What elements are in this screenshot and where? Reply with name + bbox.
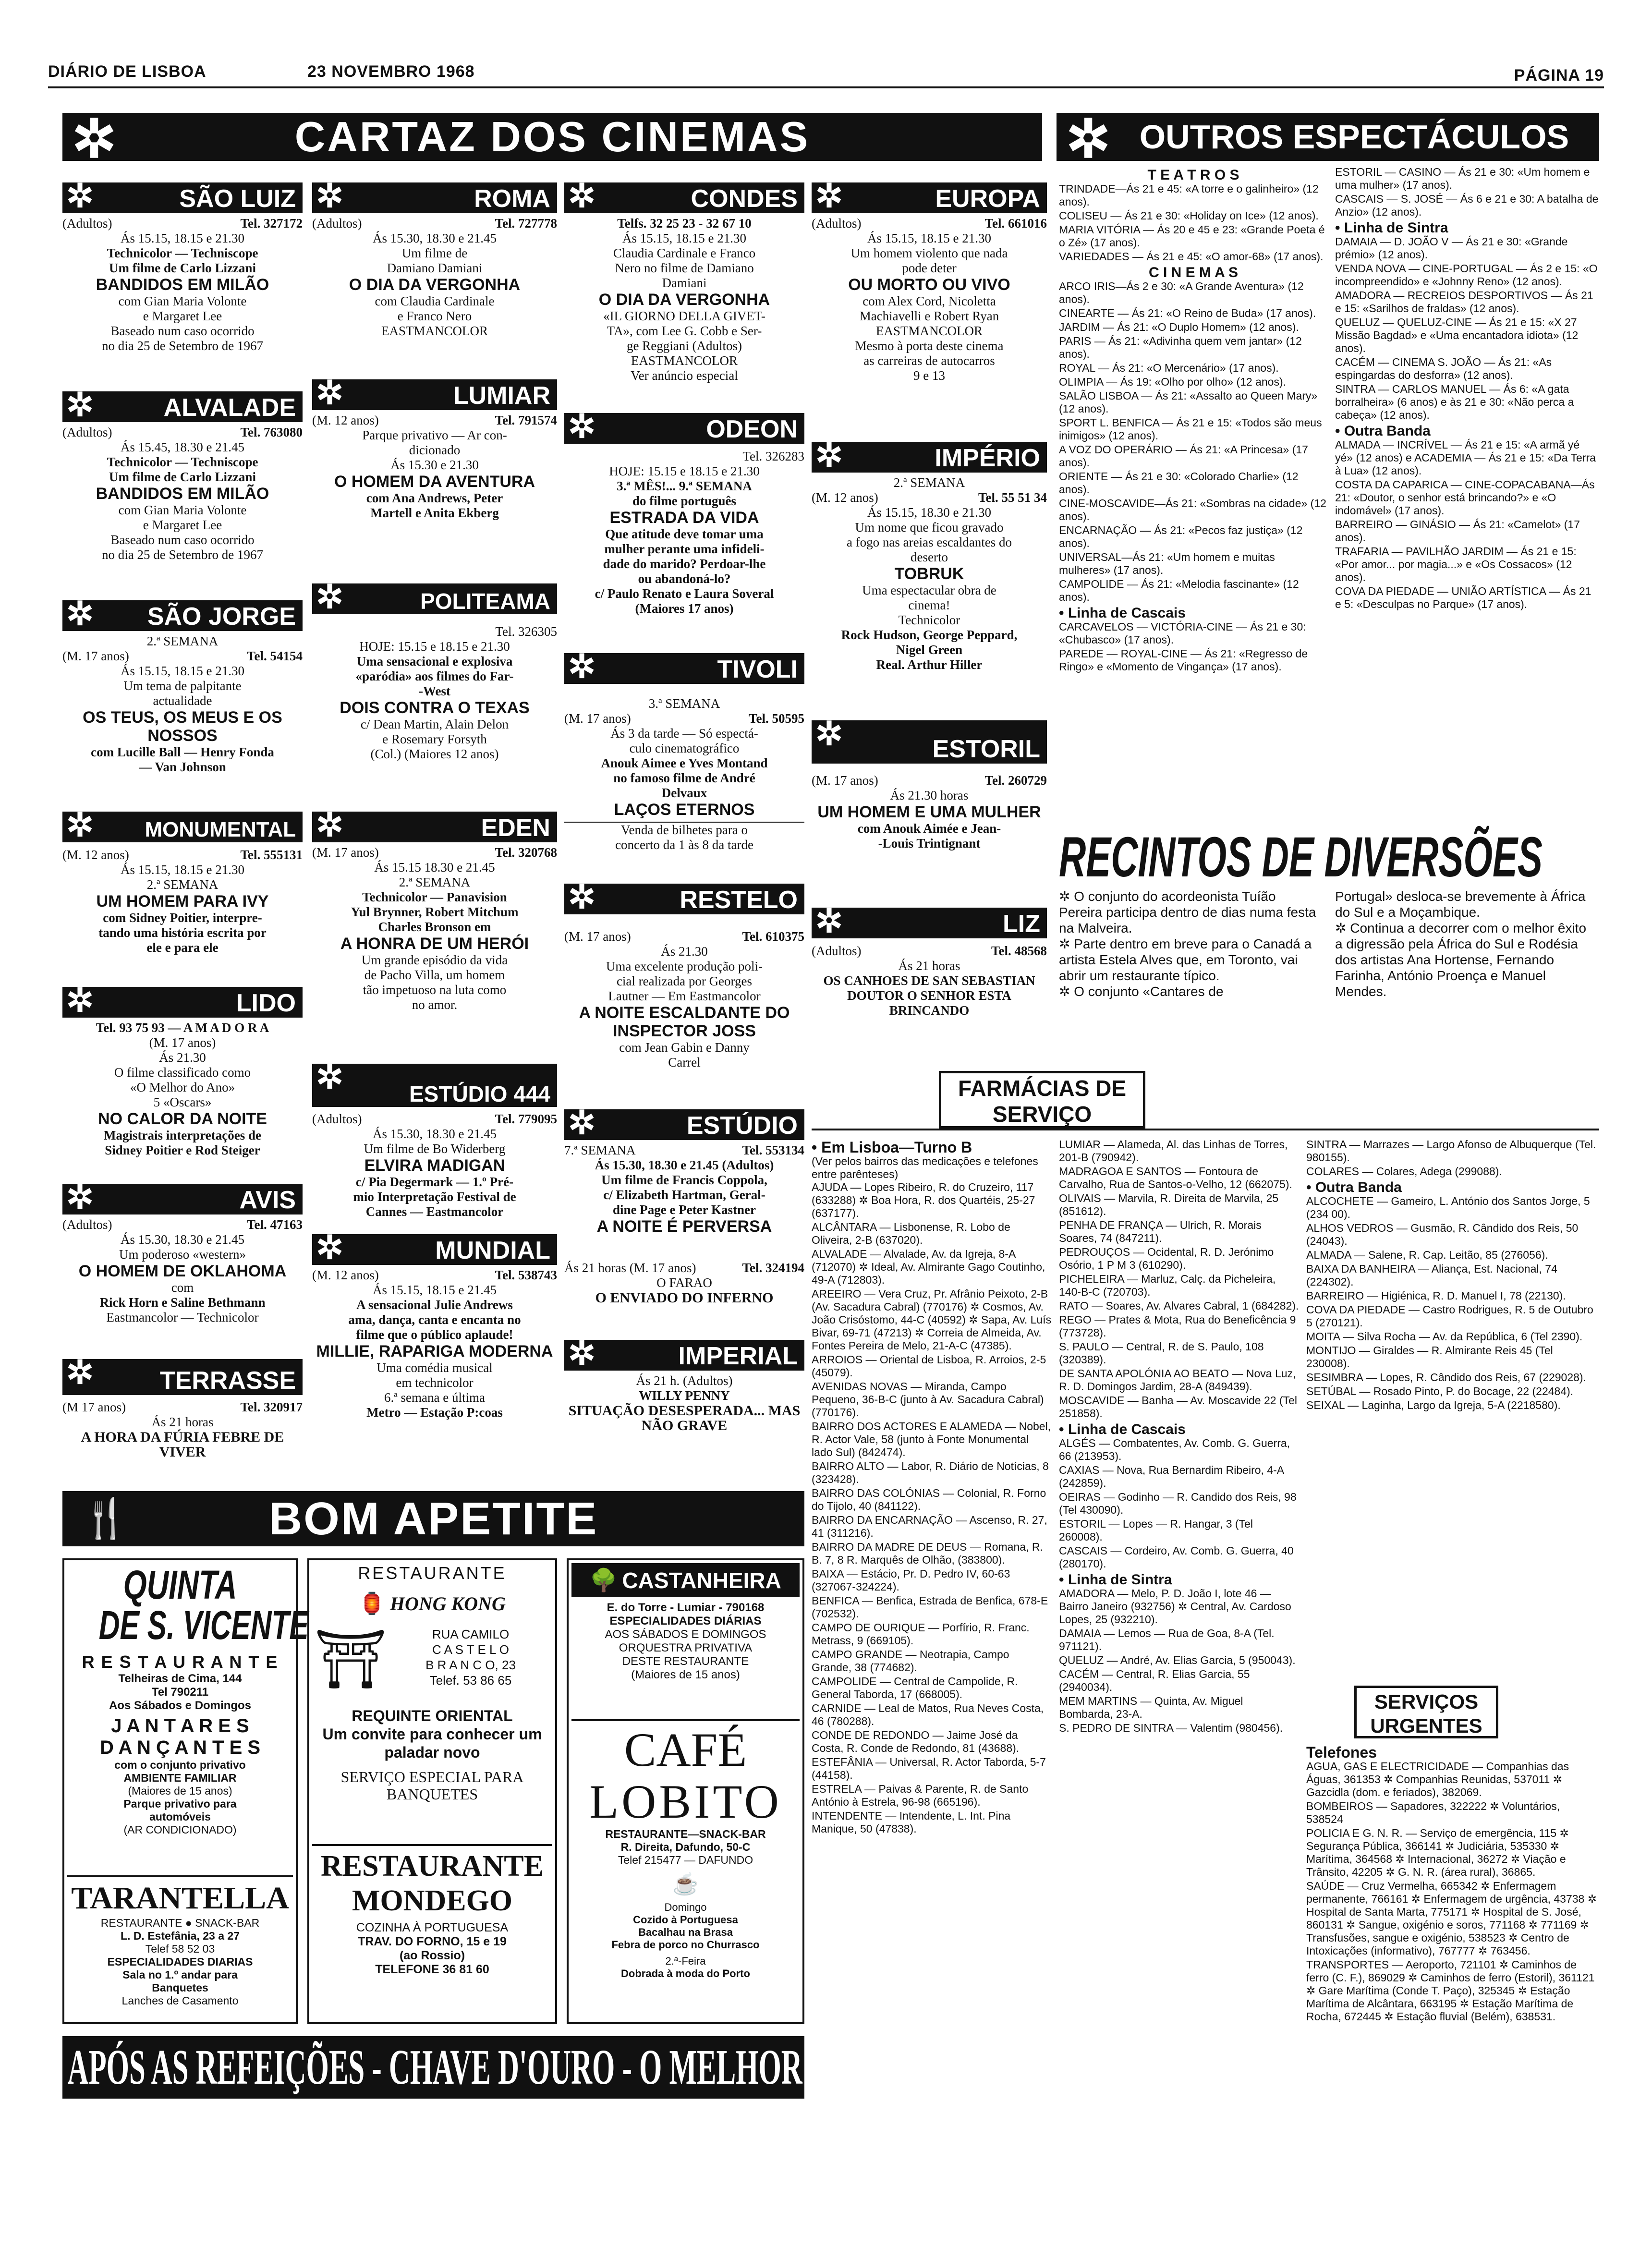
outros-entry: SINTRA — CARLOS MANUEL — Ás 6: «A gata borralheira» (6 anos) e às 21 e 30: «Não perca a cabeça» (12 anos). — [1335, 383, 1574, 421]
cinema-listing-europa: (Adultos) Tel. 661016 Ás 15.15, 18.15 e 21.30 Um homem violento que nada pode deter OU MORTO OU VIVO com Alex Cord, Nicoletta Machiavelli e Robert Ryan EASTMANCOLOR Mesmo à porta deste cinema as carreiras de autocarros 9 e 13 — [812, 216, 1047, 383]
recintos-column-1: ✲ O conjunto do acordeonista Tuíão Pereira participa dentro de dias numa festa na Malveira. ✲ Parte dentro em breve para o Canadá a artista Estela Alves que, em Toronto, vai abrir um restaurante típico. ✲ O conjunto «Cantares de — [1059, 889, 1316, 999]
cinema-header-estudio: ✲ ESTÚDIO — [564, 1109, 804, 1140]
film-title: DOIS CONTRA O TEXAS — [340, 699, 530, 717]
pharmacy-entry: LUMIAR — Alameda, Al. das Linhas de Torres, 201-B (790942). — [1059, 1138, 1288, 1164]
cinema-listing-sao-jorge: 2.ª SEMANA (M. 17 anos) Tel. 54154 Ás 15.15, 18.15 e 21.30 Um tema de palpitante actualidade OS TEUS, OS MEUS E OS NOSSOS com Lucille Ball — Henry Fonda — Van Johnson — [62, 634, 303, 774]
pharmacy-entry: AREEIRO — Vera Cruz, Pr. Afrânio Peixoto, 2-B (Av. Sacadura Cabral) (770176) ✲ Cosmos, Av. João Crisóstomo, 44-C (40592) ✲ Sapa, Av. Luís Bivar, 69-71 (47213) ✲ Correia de Almeida, Av. Fontes Pereira de Melo, 21-A-C (47385). — [812, 1287, 1052, 1352]
service-entry: SAÚDE — Cruz Vermelha, 665342 ✲ Enfermagem permanente, 766161 ✲ Enfermagem de urgência, 43738 ✲ Hospital de Santa Marta, 775171 ✲ Hospital de S. José, 860131 ✲ Sangue, oxigénio e soros, 771168 ✲ 771169 ✲ Transfusões, sangue e oxigénio, 538523 ✲ Centro de Intoxicações (informativo), 767777 ✲ 763456. — [1306, 1880, 1597, 1957]
outros-entry: COVA DA PIEDADE — UNIÃO ARTÍSTICA — Ás 21 e 5: «Desculpas no Parque» (17 anos). — [1335, 585, 1591, 610]
ad-divider — [571, 1719, 800, 1721]
cinema-header-lido: ✲ LIDO — [62, 987, 303, 1018]
pharmacy-entry: S. PEDRO DE SINTRA — Valentim (980456). — [1059, 1722, 1283, 1734]
cafe-illustration: ☕ — [672, 1872, 699, 1896]
outros-entry: C I N E M A S — [1148, 265, 1239, 280]
cinema-header-restelo: ✲ RESTELO — [564, 884, 804, 914]
servicos-text: Telefones AGUA, GAS E ELECTRICIDADE — Companhias das Águas, 361353 ✲ Companhias Reunidas, 537011 ✲ Gazcidla (dom. e feriados), 382069. BOMBEIROS — Sapadores, 322222 ✲ Voluntários, 538524 POLICIA E G. N. R. — Serviço de emergência, 115 ✲ Segurança Pública, 366141 ✲ Judiciária, 535330 ✲ Marítima, 364568 ✲ Internacional, 36272 ✲ Viação e Trânsito, 42205 ✲ G. N. R. (área rural), 36865. SAÚDE — Cruz Vermelha, 665342 ✲ Enfermagem permanente, 766161 ✲ Enfermagem de urgência, 43738 ✲ Hospital de Santa Marta, 775171 ✲ Hospital de S. José, 860131 ✲ Sangue, oxigénio e soros, 771168 ✲ 771169 ✲ Transfusões, sangue e oxigénio, 538523 ✲ Centro de Intoxicações (informativo), 767777 ✲ 763456. TRANSPORTES — Aeroporto, 721101 ✲ Caminhos de ferro (C. F.), 869029 ✲ Caminhos de ferro (Estoril), 361121 ✲ Gare Marítima (Conde T. Paço), 325345 ✲ Estação Marítima de Alcântara, 663195 ✲ Estação Marítima de Rocha, 672445 ✲ Estação fluvial (Belém), 638531. — [1306, 1743, 1599, 2247]
outros-column-1 — [1059, 166, 1328, 833]
outros-column-2 — [1335, 166, 1599, 833]
pharmacy-entry: SETÚBAL — Rosado Pinto, P. do Bocage, 22 (22484). — [1306, 1385, 1574, 1397]
film-title: A HORA DA FÚRIA FEBRE DE VIVER — [81, 1429, 284, 1460]
asterisk-icon: ✲ — [72, 109, 119, 169]
cinema-listing-monumental: (M. 12 anos) Tel. 555131 Ás 15.15, 18.15 e 21.30 2.ª SEMANA UM HOMEM PARA IVY com Sidney Poitier, interpre- tando uma história escrita por ele e para ele — [62, 848, 303, 955]
cinema-listing-alvalade: (Adultos) Tel. 763080 Ás 15.45, 18.30 e 21.45 Technicolor — Techniscope Um filme de Carlo Lizzani BANDIDOS EM MILÃO com Gian Maria Volonte e Margaret Lee Baseado num caso ocorrido no dia 25 de Setembro de 1967 — [62, 425, 303, 562]
cinema-listing-politeama: Tel. 326305 HOJE: 15.15 e 18.15 e 21.30 Uma sensacional e explosiva «paródia» aos filmes do Far- -West DOIS CONTRA O TEXAS c/ Dean Martin, Alain Delon e Rosemary Forsyth (Col.) (Maiores 12 anos) — [312, 624, 557, 788]
film-title: A NOITE É PERVERSA — [596, 1217, 772, 1236]
pharmacy-entry: MEM MARTINS — Quinta, Av. Miguel Bombarda, 23-A. — [1059, 1695, 1243, 1720]
film-title: A HONRA DE UM HERÓI — [340, 935, 529, 953]
farmacias-column-3 — [1306, 1138, 1599, 1681]
recintos-column-2: Portugal» desloca-se brevemente à África do Sul e a Moçambique. ✲ Continua a decorrer com o melhor êxito a digressão pela África do Sul e Rodésia dos artistas Ana Hortense, Fernando Farinha, António Proença e Manuel Mendes. — [1335, 889, 1587, 999]
pharmacy-entry: ESTRELA — Paivas & Parente, R. de Santo António à Estrela, 96-98 (665196). — [812, 1783, 1029, 1808]
pharmacy-entry: ALCÂNTARA — Lisbonense, R. Lobo de Oliveira, 2-B (637020). — [812, 1221, 1010, 1246]
pharmacy-entry: ALVALADE — Alvalade, Av. da Igreja, 8-A (712070) ✲ Ideal, Av. Almirante Gago Coutinho, 49-A (712803). — [812, 1248, 1045, 1286]
cinema-header-monumental: ✲ MONUMENTAL — [62, 812, 303, 842]
pharmacy-entry: ESTEFÂNIA — Universal, R. Actor Taborda, 5-7 (44158). — [812, 1756, 1046, 1781]
film-title: BANDIDOS EM MILÃO — [96, 485, 269, 503]
cinema-header-tivoli: ✲ TIVOLI — [564, 653, 804, 684]
outros-entry: ESTORIL — CASINO — Ás 21 e 30: «Um homem e uma mulher» (17 anos). — [1335, 166, 1590, 191]
service-entry: POLICIA E G. N. R. — Serviço de emergência, 115 ✲ Segurança Pública, 366141 ✲ Judiciária, 535330 ✲ Marítima, 364568 ✲ Internacional, 36272 ✲ Viação e Trânsito, 42205 ✲ G. N. R. (área rural), 36865. — [1306, 1827, 1569, 1878]
outros-entry: COLISEU — Ás 21 e 30: «Holiday on Ice» (12 anos). — [1059, 209, 1319, 222]
outros-entry: PAREDE — ROYAL-CINE — Ás 21: «Regresso de Ringo» e «Momento de Vingança» (17 anos). — [1059, 647, 1308, 673]
cinema-header-terrasse: ✲ TERRASSE — [62, 1359, 303, 1395]
pharmacy-entry: • Outra Banda — [1306, 1179, 1402, 1195]
cinema-listing-terrasse: (M 17 anos) Tel. 320917 Ás 21 horas A HORA DA FÚRIA FEBRE DE VIVER — [62, 1400, 303, 1460]
bom-apetite-title: BOM APETITE — [268, 1493, 598, 1544]
cinema-header-lumiar: ✲ LUMIAR — [312, 379, 557, 410]
outros-entry: CINEARTE — Ás 21: «O Reino de Buda» (17 anos). — [1059, 307, 1316, 319]
farmacias-heading: FARMÁCIAS DE SERVIÇO — [939, 1071, 1145, 1129]
outros-entry: AMADORA — RECREIOS DESPORTIVOS — Ás 21 e 15: «Sarilhos de fraldas» (12 anos). — [1335, 289, 1593, 315]
outros-entry: VENDA NOVA — CINE-PORTUGAL — Ás 2 e 15: «O incompreendido» e «Johnny Reno» (12 anos). — [1335, 262, 1598, 288]
pharmacy-entry: AMADORA — Melo, P. D. João I, lote 46 — Bairro Janeiro (932756) ✲ Central, Av. Cardoso Lopes, 25 (932210). — [1059, 1587, 1291, 1626]
pharmacy-entry: OLIVAIS — Marvila, R. Direita de Marvila, 25 (851612). — [1059, 1192, 1279, 1217]
pharmacy-entry: QUELUZ — André, Av. Elias Garcia, 5 (950043). — [1059, 1654, 1296, 1666]
film-title: O ENVIADO DO INFERNO — [595, 1290, 774, 1306]
bom-apetite-banner — [62, 1491, 804, 1546]
outros-entry: CAMPOLIDE — Ás 21: «Melodia fascinante» (12 anos). — [1059, 578, 1299, 603]
outros-entry: DAMAIA — D. JOÃO V — Ás 21 e 30: «Grande prémio» (12 anos). — [1335, 235, 1568, 261]
pharmacy-entry: BENFICA — Benfica, Estrada de Benfica, 678-E (702532). — [812, 1594, 1048, 1620]
cinema-header-liz: ✲ LIZ — [812, 908, 1047, 938]
film-title: OS CANHOES DE SAN SEBASTIAN — [823, 973, 1035, 988]
outros-entry: CASCAIS — S. JOSÉ — Ás 6 e 21 e 30: A batalha de Anzio» (12 anos). — [1335, 193, 1599, 218]
pharmacy-entry: CARNIDE — Leal de Matos, Rua Neves Costa, 46 (780288). — [812, 1702, 1044, 1727]
pharmacy-entry: PICHELEIRA — Marluz, Calç. da Picheleira, 140-B-C (720703). — [1059, 1273, 1276, 1298]
cinema-header-alvalade: ✲ ALVALADE — [62, 391, 303, 422]
cinema-header-avis: ✲ AVIS — [62, 1184, 303, 1215]
pharmacy-entry: CAMPO GRANDE — Neotrapia, Campo Grande, 38 (774682). — [812, 1648, 1009, 1674]
pharmacy-entry: PENHA DE FRANÇA — Ulrich, R. Morais Soares, 74 (847211). — [1059, 1219, 1262, 1244]
cinema-listing-sao-luiz: (Adultos) Tel. 327172 Ás 15.15, 18.15 e 21.30 Technicolor — Techniscope Um filme de Carlo Lizzani BANDIDOS EM MILÃO com Gian Maria Volonte e Margaret Lee Baseado num caso ocorrido no dia 25 de Setembro de 1967 — [62, 216, 303, 353]
cinema-listing-restelo: (M. 17 anos) Tel. 610375 Ás 21.30 Uma excelente produção poli- cial realizada por Georges Lautner — Em Eastmancolor A NOITE ESCALDANTE DO INSPECTOR JOSS com Jean Gabin e Danny Carrel — [564, 929, 804, 1069]
pharmacy-entry: BAIRRO DA ENCARNAÇÃO — Ascenso, R. 27, 41 (311216). — [812, 1514, 1047, 1539]
film-title: UM HOMEM PARA IVY — [96, 892, 269, 911]
outros-entry: SPORT L. BENFICA — Ás 21 e 15: «Todos são meus inimigos» (12 anos). — [1059, 416, 1322, 442]
pharmacy-entry: ALHOS VEDROS — Gusmão, R. Cândido dos Reis, 50 (24043). — [1306, 1222, 1579, 1247]
ad-castanheira-text: 🌳 CASTANHEIRA E. do Torre - Lumiar - 790168 ESPECIALIDADES DIÁRIAS AOS SÁBADOS E DOMINGOS ORQUESTRA PRIVATIVA DESTE RESTAURANTE (Maiores de 15 anos) — [571, 1563, 800, 1717]
cinema-listing-condes: Telfs. 32 25 23 - 32 67 10 Ás 15.15, 18.15 e 21.30 Claudia Cardinale e Franco Nero no filme de Damiano Damiani O DIA DA VERGONHA «IL GIORNO DELLA GIVET- TA», com Lee G. Cobb e Ser- ge Reggiani (Adultos) EASTMANCOLOR Ver anúncio especial — [564, 216, 804, 399]
cinema-listing-mundial: (M. 12 anos) Tel. 538743 Ás 15.15, 18.15 e 21.45 A sensacional Julie Andrews ama, dança, canta e encanta no filme que o público aplaude! MILLIE, RAPARIGA MODERNA Uma comédia musical em technicolor 6.ª semana e última Metro — Estação P:coas — [312, 1268, 557, 1420]
ad-quinta-text: QUINTA DE S. VICENTE R E S T A U R A N T E Telheiras de Cima, 144 Tel 790211 Aos Sábados e Domingos J A N T A R E S D A N Ç A N T E S com o conjunto privativo AMBIENTE FAMILIAR (Maiores de 15 anos) Parque privativo para automóveis (AR CONDICIONADO) — [82, 1562, 309, 1836]
outros-entry: OLIMPIA — Ás 19: «Olho por olho» (12 anos). — [1059, 376, 1287, 388]
cinema-listing-roma: (Adultos) Tel. 727778 Ás 15.30, 18.30 e 21.45 Um filme de Damiano Damiani O DIA DA VERGONHA com Claudia Cardinale e Franco Nero EASTMANCOLOR — [312, 216, 557, 338]
ad-divider — [312, 1844, 552, 1846]
pharmacy-entry: OEIRAS — Godinho — R. Candido dos Reis, 98 (Tel 430090). — [1059, 1491, 1297, 1516]
film-title: OU MORTO OU VIVO — [848, 276, 1010, 294]
fork-knife-icon: 🍴 — [82, 1497, 131, 1540]
cinema-header-estudio-444: ✲ ESTÚDIO 444 — [312, 1064, 557, 1107]
ad-cafe-lobito: CAFÉ LOBITO RESTAURANTE—SNACK-BAR R. Direita, Dafundo, 50-C Telef 215477 — DAFUNDO ☕ Domingo Cozido à Portuguesa Bacalhau na Brasa Febra de porco no Churrasco 2.ª-Feira Dobrada à moda do Porto — [571, 1724, 800, 2019]
film-title: BANDIDOS EM MILÃO — [96, 276, 269, 294]
outros-entry: JARDIM — Ás 21: «O Duplo Homem» (12 anos). — [1059, 321, 1299, 333]
cinema-header-sao-luiz: ✲ SÃO LUIZ — [62, 182, 303, 213]
pharmacy-entry: MOSCAVIDE — Banha — Av. Moscavide 22 (Tel 251858). — [1059, 1394, 1297, 1420]
outros-entry: • Linha de Sintra — [1335, 220, 1448, 236]
ad-tarantella: TARANTELLA RESTAURANTE ● SNACK-BAR L. D. Estefânia, 23 a 27 Telef 58 52 03 ESPECIALIDADES DIARIAS Sala no 1.º andar para Banquetes Lanches de Casamento — [71, 1881, 289, 2007]
cinema-listing-imperial: Ás 21 h. (Adultos) WILLY PENNY SITUAÇÃO DESESPERADA... MAS NÃO GRAVE — [564, 1373, 804, 1460]
pharmacy-entry: ESTORIL — Lopes — R. Hangar, 3 (Tel 260008). — [1059, 1518, 1253, 1543]
outros-entry: COSTA DA CAPARICA — CINE-COPACABANA—Ás 21: «Doutor, o senhor está brincando?» e «O indomável» (17 anos). — [1335, 478, 1595, 517]
issue-date: 23 NOVEMBRO 1968 — [307, 62, 475, 81]
pharmacy-entry: SINTRA — Marrazes — Largo Afonso de Albuquerque (Tel. 980155). — [1306, 1138, 1596, 1164]
page-number: PÁGINA 19 — [1514, 66, 1604, 85]
chestnut-tree-icon: 🌳 — [590, 1567, 618, 1592]
pharmacy-entry: ALCOCHETE — Gameiro, L. António dos Santos Jorge, 5 (234 00). — [1306, 1195, 1590, 1220]
pharmacy-entry: BAIRRO DA MADRE DE DEUS — Romana, R. B. 7, 8 R. Marquês de Olhão, (383800). — [812, 1541, 1043, 1566]
film-title: LAÇOS ETERNOS — [614, 801, 755, 819]
cartaz-title: CARTAZ DOS CINEMAS — [294, 113, 810, 160]
outros-entry: BARREIRO — GINÁSIO — Ás 21: «Camelot» (17 anos). — [1335, 518, 1580, 544]
outros-entry: TRINDADE—Ás 21 e 45: «A torre e o galinheiro» (12 anos). — [1059, 182, 1319, 208]
cinema-listing-imperio: 2.ª SEMANA (M. 12 anos) Tel. 55 51 34 Ás 15.15, 18.30 e 21.30 Um nome que ficou gravado a fogo nas areias escaldantes do deserto TOBRUK Uma espectacular obra de cinema! Technicolor Rock Hudson, George Peppard, Nigel Green Real. Arthur Hiller — [812, 475, 1047, 672]
film-title: O HOMEM DA AVENTURA — [334, 473, 535, 491]
pharmacy-entry: CASCAIS — Cordeiro, Av. Comb. G. Guerra, 40 (280170). — [1059, 1544, 1294, 1570]
cinema-listing-eden: (M. 17 anos) Tel. 320768 Ás 15.15 18.30 e 21.45 2.ª SEMANA Technicolor — Panavision Yul Brynner, Robert Mitchum Charles Bronson em A HONRA DE UM HERÓI Um grande episódio da vida de Pacho Villa, um homem tão impetuoso na luta como no amor. — [312, 845, 557, 1012]
pharmacy-entry: SEIXAL — Laginha, Largo da Igreja, 5-A (2218580). — [1306, 1399, 1561, 1411]
outros-entry: CINE-MOSCAVIDE—Ás 21: «Sombras na cidade» (12 anos). — [1059, 497, 1326, 522]
film-title: O DIA DA VERGONHA — [349, 276, 521, 294]
pharmacy-entry: PEDROUÇOS — Ocidental, R. D. Jerónimo Osório, 1 P M 3 (610290). — [1059, 1246, 1274, 1271]
pharmacy-entry: MOITA — Silva Rocha — Av. da República, 6 (Tel 2390). — [1306, 1330, 1583, 1343]
film-title: NO CALOR DA NOITE — [98, 1110, 267, 1128]
cinema-listing-lido: Tel. 93 75 93 — A M A D O R A (M. 17 anos) Ás 21.30 O filme classificado como «O Melhor do Ano» 5 «Oscars» NO CALOR DA NOITE Magistrais interpretações de Sidney Poitier e Rod Steiger — [62, 1020, 303, 1179]
pharmacy-entry: BAIRRO DAS COLÓNIAS — Colonial, R. Forno do Tijolo, 40 (841122). — [812, 1487, 1046, 1512]
pharmacy-entry: REGO — Prates & Mota, Rua do Beneficência 9 (773728). — [1059, 1313, 1296, 1339]
pharmacy-entry: AVENIDAS NOVAS — Miranda, Campo Pequeno, 36-B-C (junto à Av. Sacadura Cabral) (770176). — [812, 1380, 1044, 1419]
cinema-listing-avis: (Adultos) Tel. 47163 Ás 15.30, 18.30 e 21.45 Um poderoso «western» O HOMEM DE OKLAHOMA com Rick Horn e Saline Bethmann Eastmancolor — Technicolor — [62, 1217, 303, 1324]
pharmacy-entry: CACÉM — Central, R. Elias Garcia, 55 (2940034). — [1059, 1668, 1250, 1693]
outros-title: OUTROS ESPECTÁCULOS — [1139, 118, 1569, 156]
cinema-header-imperial: ✲ IMPERIAL — [564, 1340, 804, 1371]
outros-entry: UNIVERSAL—Ás 21: «Um homem e muitas mulheres» (17 anos). — [1059, 551, 1275, 576]
pharmacy-entry: MADRAGOA E SANTOS — Fontoura de Carvalho, Rua de Santos-o-Velho, 12 (662075). — [1059, 1165, 1292, 1190]
cinema-listing-faro: Ás 21 horas (M. 17 anos) Tel. 324194 O FARAO O ENVIADO DO INFERNO — [564, 1261, 804, 1306]
film-title: O HOMEM DE OKLAHOMA — [78, 1262, 287, 1280]
film-title: SITUAÇÃO DESESPERADA... MAS NÃO GRAVE — [568, 1403, 801, 1433]
outros-entry: T E A T R O S — [1147, 167, 1239, 183]
outros-entry: • Outra Banda — [1335, 423, 1431, 439]
cinema-listing-tivoli: 3.ª SEMANA (M. 17 anos) Tel. 50595 Ás 3 da tarde — Só espectá- culo cinematográfico Anouk Aimee e Yves Montand no famoso filme de André Delvaux LAÇOS ETERNOS Venda de bilhetes para o concerto da 1 às 8 da tarde — [564, 696, 804, 852]
lantern-icon: 🏮 — [359, 1592, 385, 1615]
pharmacy-entry: MONTIJO — Giraldes — R. Almirante Reis 45 (Tel 230008). — [1306, 1344, 1553, 1370]
pharmacy-entry: BAIRRO ALTO — Labor, R. Diário de Notícias, 8 (323428). — [812, 1460, 1049, 1485]
pharmacy-entry: RATO — Soares, Av. Alvares Cabral, 1 (684282). — [1059, 1300, 1299, 1312]
cartaz-banner — [62, 109, 1042, 169]
outros-entry: ARCO IRIS—Ás 2 e 30: «A Grande Aventura» (12 anos). — [1059, 280, 1304, 305]
cinema-header-casino-estoril: ✲ ESTORIL — [812, 720, 1047, 764]
cinema-listing-odeon: Tel. 326283 HOJE: 15.15 e 18.15 e 21.30 3.ª MÊS!... 9.ª SEMANA do filme português ESTRADA DA VIDA Que atitude deve tomar uma mulher perante uma infideli- dade do marido? Perdoar-lhe ou abandoná-lo? c/ Paulo Renato e Laura Soveral (Maiores 17 anos) — [564, 449, 804, 641]
pharmacy-entry: • Linha de Cascais — [1059, 1421, 1186, 1437]
cinema-header-politeama: ✲ POLITEAMA — [312, 583, 557, 614]
cinema-header-imperio: ✲ IMPÉRIO — [812, 442, 1047, 473]
cinema-header-europa: ✲ EUROPA — [812, 182, 1047, 213]
pagoda-icon: ⛩ — [314, 1627, 388, 1691]
outros-entry: ENCARNAÇÃO — Ás 21: «Pecos faz justiça» (12 anos). — [1059, 524, 1303, 549]
outros-entry: QUELUZ — QUELUZ-CINE — Ás 21 e 15: «X 27 Missão Bagdad» e «Uma encantadora idiota» (12 anos). — [1335, 316, 1579, 354]
outros-entry: ALMADA — INCRÍVEL — Ás 21 e 15: «A armã yé yé» (12 anos) e ACADEMIA — Ás 21 e 15: «Da Terra à Lua» (12 anos). — [1335, 438, 1596, 477]
outros-entry: A VOZ DO OPERÁRIO — Ás 21: «A Princesa» (17 anos). — [1059, 443, 1308, 469]
farmacias-rule — [812, 1129, 1599, 1130]
cinema-listing-estudio-444: (Adultos) Tel. 779095 Ás 15.30, 18.30 e 21.45 Um filme de Bo Widerberg ELVIRA MADIGAN c/ Pia Degermark — 1.º Pré- mio Interpretação Festival de Cannes — Eastmancolor — [312, 1112, 557, 1219]
cinema-listing-casino-estoril: (M. 17 anos) Tel. 260729 Ás 21.30 horas UM HOMEM E UMA MULHER com Anouk Aimée e Jean- -Louis Trintignant — [812, 773, 1047, 850]
cinema-listing-liz: (Adultos) Tel. 48568 Ás 21 horas OS CANHOES DE SAN SEBASTIAN DOUTOR O SENHOR ESTA BRINCANDO — [812, 944, 1047, 1018]
farmacias-column-2 — [1059, 1138, 1299, 2041]
pharmacy-entry: AJUDA — Lopes Ribeiro, R. do Cruzeiro, 117 (633288) ✲ Boa Hora, R. dos Quartéis, 25-27 (637177). — [812, 1181, 1035, 1219]
film-title: O DIA DA VERGONHA — [598, 291, 770, 309]
pharmacy-entry: DE SANTA APOLÓNIA AO BEATO — Nova Luz, R. D. Domingos Jardim, 28-A (849439). — [1059, 1367, 1296, 1393]
header-rule — [48, 86, 1604, 88]
outros-entry: MARIA VITÓRIA — Ás 20 e 45 e 23: «Grande Poeta é o Zé» (17 anos). — [1059, 223, 1325, 249]
pharmacy-entry: COVA DA PIEDADE — Castro Rodrigues, R. 5 de Outubro 5 (270121). — [1306, 1303, 1593, 1329]
asterisk-icon: ✲ — [1066, 109, 1111, 169]
pharmacy-entry: SESIMBRA — Lopes, R. Cândido dos Reis, 67 (229028). — [1306, 1371, 1586, 1384]
service-entry: TRANSPORTES — Aeroporto, 721101 ✲ Caminhos de ferro (C. F.), 869029 ✲ Caminhos de ferro (Estoril), 361121 ✲ Gare Marítima (Conde T. Paço), 325345 ✲ Estação Marítima de Alcântara, 663195 ✲ Estação Marítima de Rocha, 672445 ✲ Estação fluvial (Belém), 638531. — [1306, 1958, 1595, 2023]
recintos-title: RECINTOS DE DIVERSÕES — [1059, 826, 1543, 889]
film-title: ELVIRA MADIGAN — [364, 1156, 505, 1175]
pharmacy-entry: ALGÉS — Combatentes, Av. Comb. G. Guerra, 66 (213953). — [1059, 1437, 1290, 1462]
pharmacy-entry: ARROIOS — Oriental de Lisboa, R. Arroios, 2-5 (45079). — [812, 1353, 1046, 1379]
pharmacy-entry: CAMPO DE OURIQUE — Porfírio, R. Franc. Metrass, 9 (669105). — [812, 1621, 1030, 1647]
pharmacy-entry: INTENDENTE — Intendente, L. Int. Pina Manique, 50 (47838). — [812, 1810, 1011, 1835]
cinema-header-sao-jorge: ✲ SÃO JORGE — [62, 600, 303, 631]
cinema-header-odeon: ✲ ODEON — [564, 413, 804, 444]
film-title: ESTRADA DA VIDA — [609, 509, 759, 527]
cinema-header-eden: ✲ EDEN — [312, 812, 557, 842]
outros-entry: CACÉM — CINEMA S. JOÃO — Ás 21: «As espingardas do desforra» (12 anos). — [1335, 356, 1552, 381]
cinema-listing-lumiar: (M. 12 anos) Tel. 791574 Parque privativo — Ar con- dicionado Ás 15.30 e 21.30 O HOMEM DA AVENTURA com Ana Andrews, Peter Martell e Anita Ekberg — [312, 413, 557, 520]
film-title: UM HOMEM E UMA MULHER — [817, 803, 1041, 821]
film-title: A NOITE ESCALDANTE DO INSPECTOR JOSS — [579, 1004, 790, 1040]
farmacias-lisboa: • Em Lisboa—Turno B (Ver pelos bairros das medicações e telefones entre parênteses) AJUDA — Lopes Ribeiro, R. do Cruzeiro, 117 (633288) ✲ Boa Hora, R. dos Quartéis, 25-27 (637177). ALCÂNTARA — Lisbonense, R. Lobo de Oliveira, 2-B (637020). ALVALADE — Alvalade, Av. da Igreja, 8-A (712070) ✲ Ideal, Av. Almirante Gago Coutinho, 49-A (712803). AREEIRO — Vera Cruz, Pr. Afrânio Peixoto, 2-B (Av. Sacadura Cabral) (770176) ✲ Cosmos, Av. João Crisóstomo, 44-C (40592) ✲ Sapa, Av. Luís Bivar, 69-71 (47213) ✲ Correia de Almeida, Av. Fontes Pereira de Melo, 21-A-C (47385). ARROIOS — Oriental de Lisboa, R. Arroios, 2-5 (45079). AVENIDAS NOVAS — Miranda, Campo Pequeno, 36-B-C (junto à Av. Sacadura Cabral) (770176). BAIRRO DOS ACTORES E ALAMEDA — Nobel, R. Actor Vale, 58 (junto à Fonte Monumental lado Sul) (842474). BAIRRO ALTO — Labor, R. Diário de Notícias, 8 (323428). BAIRRO DAS COLÓNIAS — Colonial, R. Forno do Tijolo, 40 (841122). BAIRRO DA ENCARNAÇÃO — Ascenso, R. 27, 41 (311216). BAIRRO DA MADRE DE DEUS — Romana, R. B. 7, 8 R. Marquês de Olhão, (383800). BAIXA — Estácio, Pr. D. Pedro IV, 60-63 (327067-324224). BENFICA — Benfica, Estrada de Benfica, 678-E (702532). CAMPO DE OURIQUE — Porfírio, R. Franc. Metrass, 9 (669105). CAMPO GRANDE — Neotrapia, Campo Grande, 38 (774682). CAMPOLIDE — Central de Campolide, R. General Taborda, 17 (668005). CARNIDE — Leal de Matos, Rua Neves Costa, 46 (780288). CONDE DE REDONDO — Jaime José da Costa, R. Conde de Redondo, 81 (43688). ESTEFÂNIA — Universal, R. Actor Taborda, 5-7 (44158). ESTRELA — Paivas & Parente, R. de Santo António à Estrela, 96-98 (665196). INTENDENTE — Intendente, L. Int. Pina Manique, 50 (47838). — [812, 1139, 1052, 1835]
pharmacy-entry: BAIRRO DOS ACTORES E ALAMEDA — Nobel, R. Actor Vale, 58 (junto à Fonte Monumental lado Sul) (842474). — [812, 1420, 1051, 1458]
pharmacy-entry: CONDE DE REDONDO — Jaime José da Costa, R. Conde de Redondo, 81 (43688). — [812, 1729, 1020, 1754]
outros-entry: • Linha de Cascais — [1059, 605, 1186, 621]
ad-chave-douro: APÓS AS REFEIÇÕES - CHAVE D'OURO - O MELHOR CAFÉ — [62, 2036, 804, 2099]
newspaper-name: DIÁRIO DE LISBOA — [48, 62, 206, 81]
outros-banner — [1057, 109, 1599, 169]
outros-entry: PARIS — Ás 21: «Adivinha quem vem jantar» (12 anos). — [1059, 335, 1302, 360]
film-title: OS TEUS, OS MEUS E OS NOSSOS — [83, 708, 282, 745]
pharmacy-entry: BARREIRO — Higiénica, R. D. Manuel I, 78 (22130). — [1306, 1289, 1566, 1302]
cinema-header-roma: ✲ ROMA — [312, 182, 557, 213]
cinema-header-condes: ✲ CONDES — [564, 182, 804, 213]
film-title: TOBRUK — [894, 565, 964, 583]
ad-divider — [67, 1875, 293, 1877]
pharmacy-entry: S. PAULO — Central, R. de S. Paulo, 108 (320389). — [1059, 1340, 1264, 1366]
pharmacy-entry: COLARES — Colares, Adega (299088). — [1306, 1165, 1502, 1178]
cinema-listing-estudio: 7.ª SEMANA Tel. 553134 Ás 15.30, 18.30 e 21.45 (Adultos) Um filme de Francis Coppola, c/ Elizabeth Hartman, Geral- dine Page e Peter Kastner A NOITE É PERVERSA — [564, 1143, 804, 1236]
pharmacy-entry: • Linha de Sintra — [1059, 1572, 1172, 1588]
outros-entry: TRAFARIA — PAVILHÃO JARDIM — Ás 21 e 15: «Por amor... por magia...» e «Os Cossacos» (12 anos). — [1335, 545, 1577, 583]
outros-entry: ORIENTE — Ás 21 e 30: «Colorado Charlie» (12 anos). — [1059, 470, 1299, 496]
pharmacy-entry: CAXIAS — Nova, Rua Bernardim Ribeiro, 4-A (242859). — [1059, 1464, 1284, 1489]
pharmacy-entry: BAIXA — Estácio, Pr. D. Pedro IV, 60-63 (327067-324224). — [812, 1567, 1010, 1593]
service-entry: AGUA, GAS E ELECTRICIDADE — Companhias das Águas, 361353 ✲ Companhias Reunidas, 537011 ✲ Gazcidla (dom. e feriados), 382069. — [1306, 1760, 1569, 1798]
outros-entry: ROYAL — Ás 21: «O Mercenário» (17 anos). — [1059, 362, 1279, 374]
service-entry: BOMBEIROS — Sapadores, 322222 ✲ Voluntários, 538524 — [1306, 1800, 1560, 1825]
pharmacy-entry: BAIXA DA BANHEIRA — Aliança, Est. Nacional, 74 (224302). — [1306, 1263, 1557, 1288]
pharmacy-entry: CAMPOLIDE — Central de Campolide, R. General Taborda, 17 (668005). — [812, 1675, 1018, 1700]
outros-entry: VARIEDADES — Ás 21 e 45: «O amor-68» (17 anos). — [1059, 250, 1324, 263]
servicos-heading: SERVIÇOS URGENTES — [1354, 1686, 1498, 1738]
pharmacy-entry: DAMAIA — Lemos — Rua de Goa, 8-A (Tel. 971121). — [1059, 1627, 1275, 1652]
outros-entry: CARCAVELOS — VICTÓRIA-CINE — Ás 21 e 30: «Chubasco» (17 anos). — [1059, 620, 1306, 646]
cinema-header-mundial: ✲ MUNDIAL — [312, 1234, 557, 1265]
outros-entry: SALÃO LISBOA — Ás 21: «Assalto ao Queen Mary» (12 anos). — [1059, 389, 1318, 415]
ad-hong-kong-text: RESTAURANTE 🏮 HONG KONG ⛩ RUA CAMILO C A S T E L O B R A N C O, 23 Telef. 53 86 65 REQUINTE ORIENTAL Um convite para conhecer um paladar novo SERVIÇO ESPECIAL PARA BANQUETES — [312, 1563, 552, 1842]
pharmacy-entry: ALMADA — Salene, R. Cap. Leitão, 85 (276056). — [1306, 1249, 1548, 1261]
film-title: MILLIE, RAPARIGA MODERNA — [316, 1342, 553, 1360]
ad-mondego: RESTAURANTE MONDEGO COZINHA À PORTUGUESA TRAV. DO FORNO, 15 e 19 (ao Rossio) TELEFONE 36 81 60 — [321, 1850, 544, 1976]
